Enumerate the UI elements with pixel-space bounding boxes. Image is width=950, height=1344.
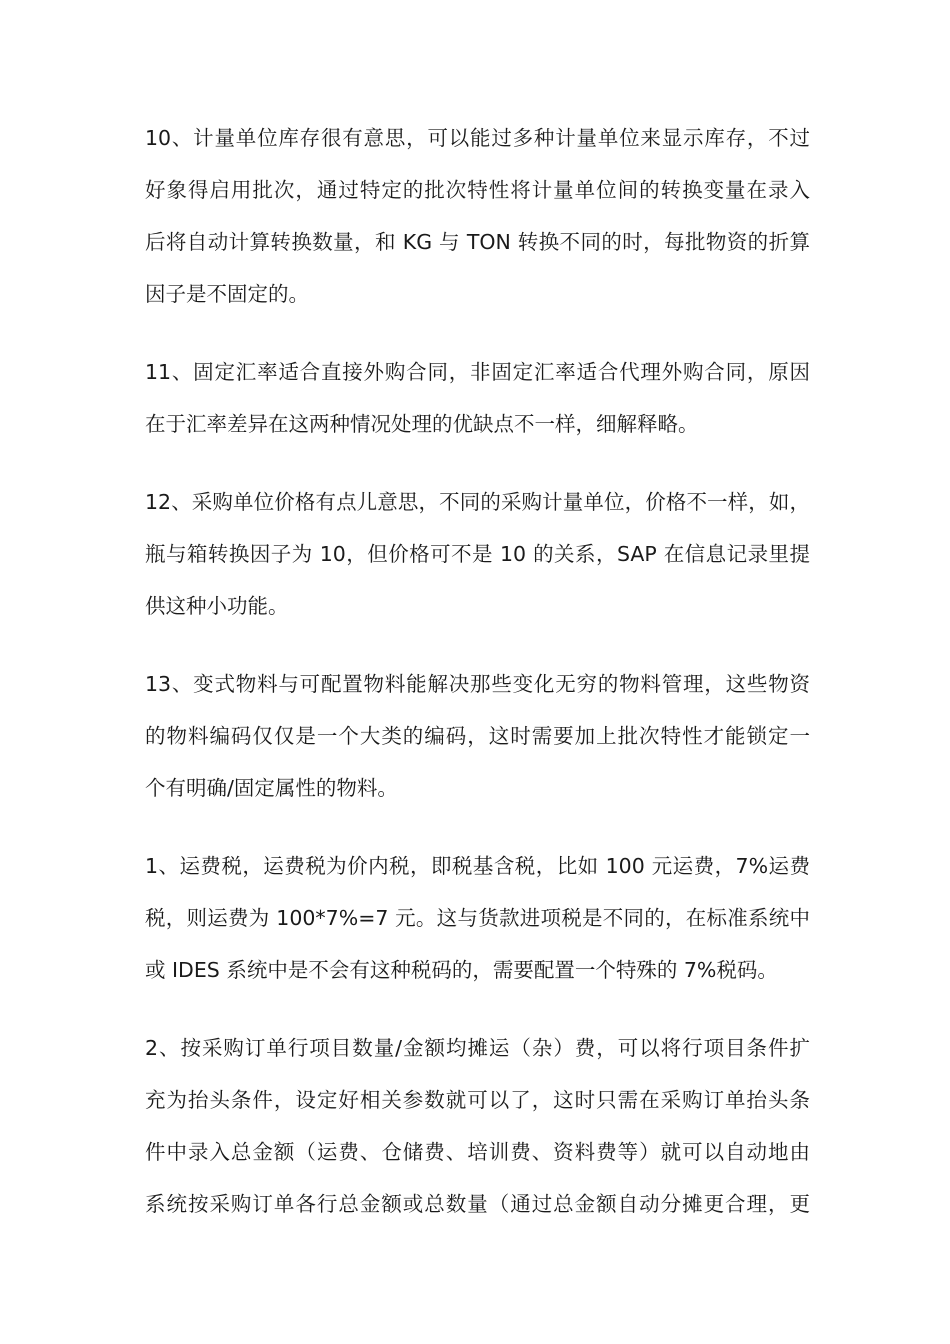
paragraph-13 [145, 658, 810, 814]
text-line: 件中录入总金额（运费、仓储费、培训费、资料费等）就可以自动地由 [145, 1140, 810, 1164]
paragraph-1 [145, 840, 810, 996]
text-line: 个有明确/固定属性的物料。 [145, 776, 398, 800]
text-line: 供这种小功能。 [145, 594, 289, 618]
text-line: 瓶与箱转换因子为 10，但价格可不是 10 的关系，SAP 在信息记录里提 [145, 542, 810, 566]
text-line: 在于汇率差异在这两种情况处理的优缺点不一样，细解释略。 [145, 412, 699, 436]
paragraph-11 [145, 346, 810, 450]
text-line: 的物料编码仅仅是一个大类的编码，这时需要加上批次特性才能锁定一 [145, 724, 810, 748]
text-line: 10、计量单位库存很有意思，可以能过多种计量单位来显示库存，不过 [145, 126, 810, 150]
document-body [145, 112, 810, 1256]
text-line: 系统按采购订单各行总金额或总数量（通过总金额自动分摊更合理，更 [145, 1192, 810, 1216]
paragraph-12 [145, 476, 810, 632]
paragraph-10 [145, 112, 810, 320]
paragraph-2 [145, 1022, 810, 1230]
text-line: 好象得启用批次，通过特定的批次特性将计量单位间的转换变量在录入 [145, 178, 810, 202]
text-line: 2、按采购订单行项目数量/金额均摊运（杂）费，可以将行项目条件扩 [145, 1036, 810, 1060]
text-line: 充为抬头条件，设定好相关参数就可以了，这时只需在采购订单抬头条 [145, 1088, 810, 1112]
text-line: 1、运费税，运费税为价内税，即税基含税，比如 100 元运费，7%运费 [145, 854, 810, 878]
text-line: 后将自动计算转换数量，和 KG 与 TON 转换不同的时，每批物资的折算 [145, 230, 810, 254]
text-line: 或 IDES 系统中是不会有这种税码的，需要配置一个特殊的 7%税码。 [145, 958, 778, 982]
text-line: 12、采购单位价格有点儿意思，不同的采购计量单位，价格不一样，如， [145, 490, 810, 514]
text-line: 13、变式物料与可配置物料能解决那些变化无穷的物料管理，这些物资 [145, 672, 810, 696]
text-line: 税，则运费为 100*7%=7 元。这与货款进项税是不同的，在标准系统中 [145, 906, 810, 930]
text-line: 11、固定汇率适合直接外购合同，非固定汇率适合代理外购合同，原因 [145, 360, 810, 384]
text-line: 因子是不固定的。 [145, 282, 309, 306]
